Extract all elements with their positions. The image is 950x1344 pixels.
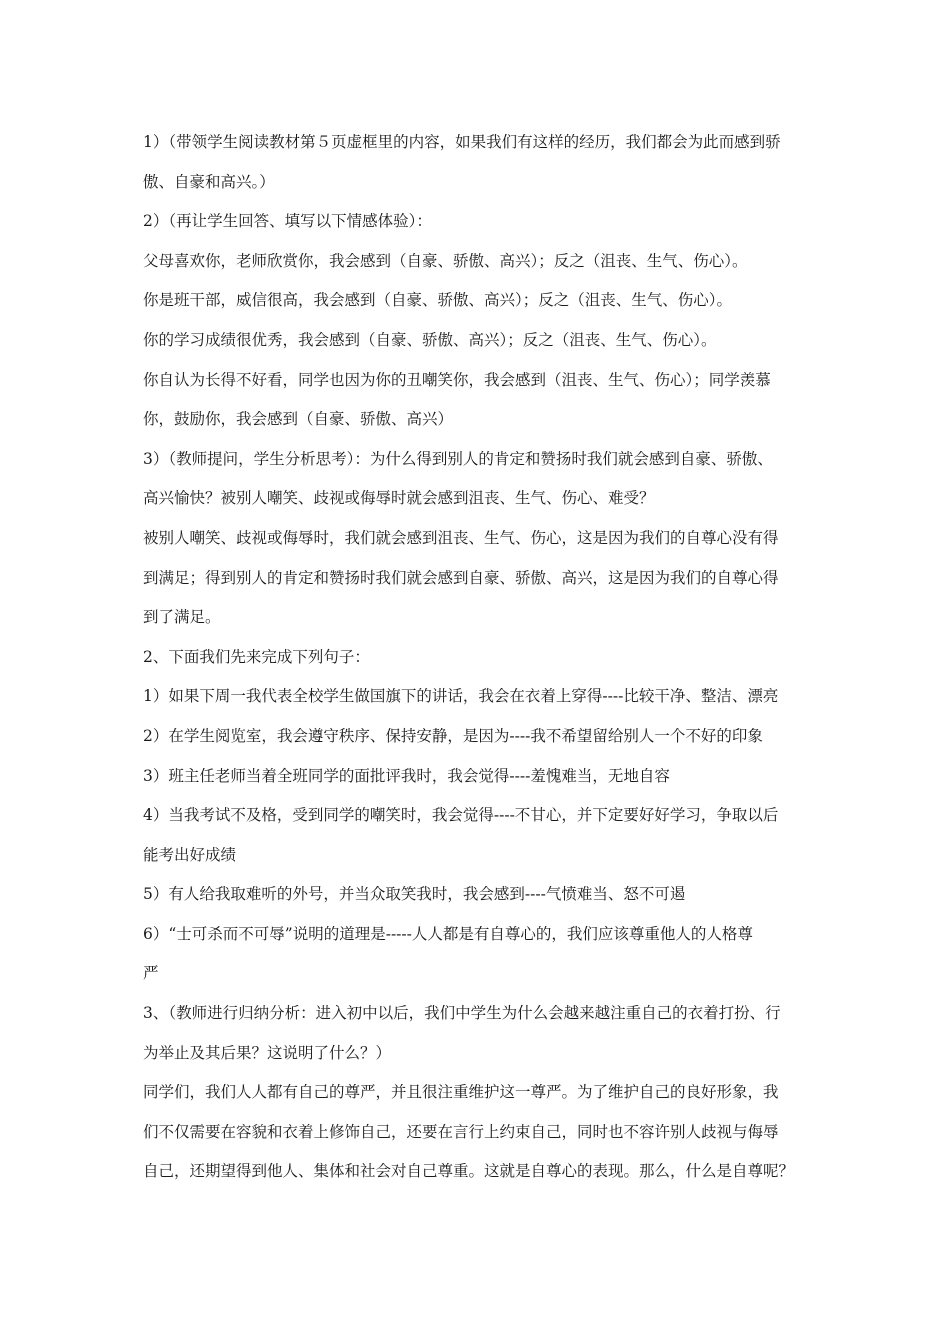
text-line: 自己，还期望得到他人、集体和社会对自己尊重。这就是自尊心的表现。那么，什么是自尊呢？: [143, 1162, 795, 1181]
text-line: 你，鼓励你，我会感到（自豪、骄傲、高兴）: [143, 410, 454, 429]
text-line: 严: [143, 964, 159, 983]
text-line: 到满足；得到别人的肯定和赞扬时我们就会感到自豪、骄傲、高兴，这是因为我们的自尊心得: [143, 568, 779, 587]
text-line: 父母喜欢你，老师欣赏你，我会感到（自豪、骄傲、高兴）；反之（沮丧、生气、伤心）。: [143, 251, 748, 270]
text-line: 2、下面我们先来完成下列句子：: [143, 647, 370, 666]
text-line: 同学们，我们人人都有自己的尊严，并且很注重维护这一尊严。为了维护自己的良好形象，我: [143, 1083, 779, 1102]
text-line: 3）（教师提问，学生分析思考）：为什么得到别人的肯定和赞扬时我们就会感到自豪、骄傲、: [143, 449, 773, 468]
text-line: 能考出好成绩: [143, 845, 237, 864]
text-line: 你是班干部，威信很高，我会感到（自豪、骄傲、高兴）；反之（沮丧、生气、伤心）。: [143, 291, 733, 310]
text-line: 你自认为长得不好看，同学也因为你的丑嘲笑你，我会感到（沮丧、生气、伤心）；同学羡慕: [143, 370, 771, 389]
text-line: 被别人嘲笑、歧视或侮辱时，我们就会感到沮丧、生气、伤心，这是因为我们的自尊心没有得: [143, 528, 779, 547]
text-line: 2）（再让学生回答、填写以下情感体验）：: [143, 212, 432, 231]
text-line: 1）（带领学生阅读教材第５页虚框里的内容，如果我们有这样的经历，我们都会为此而感到骄: [143, 133, 781, 151]
text-line: 到了满足。: [143, 608, 221, 627]
text-line: 你的学习成绩很优秀，我会感到（自豪、骄傲、高兴）；反之（沮丧、生气、伤心）。: [143, 330, 717, 349]
text-line: 4）当我考试不及格，受到同学的嘲笑时，我会觉得----不甘心，并下定要好好学习，争取以后: [143, 806, 779, 825]
text-line: 高兴愉快？被别人嘲笑、歧视或侮辱时就会感到沮丧、生气、伤心、难受？: [143, 489, 655, 508]
text-line: 1）如果下周一我代表全校学生做国旗下的讲话，我会在衣着上穿得----比较干净、整洁、漂亮: [143, 687, 779, 706]
text-line: 们不仅需要在容貌和衣着上修饰自己，还要在言行上约束自己，同时也不容许别人歧视与侮辱: [143, 1122, 779, 1141]
text-line: 3）班主任老师当着全班同学的面批评我时，我会觉得----羞愧难当，无地自容: [143, 766, 670, 785]
text-line: 3、（教师进行归纳分析：进入初中以后，我们中学生为什么会越来越注重自己的衣着打扮、行: [143, 1004, 781, 1023]
text-line: 5）有人给我取难听的外号，并当众取笑我时，我会感到----气愤难当、怒不可遏: [143, 885, 686, 904]
document-body: [143, 123, 843, 1192]
text-line: 为举止及其后果？这说明了什么？）: [143, 1043, 392, 1062]
text-line: 2）在学生阅览室，我会遵守秩序、保持安静，是因为----我不希望留给别人一个不好的印象: [143, 726, 763, 745]
text-line: 傲、自豪和高兴。）: [143, 172, 275, 191]
text-line: 6）“士可杀而不可辱”说明的道理是-----人人都是有自尊心的，我们应该尊重他人的人格尊: [143, 924, 753, 943]
